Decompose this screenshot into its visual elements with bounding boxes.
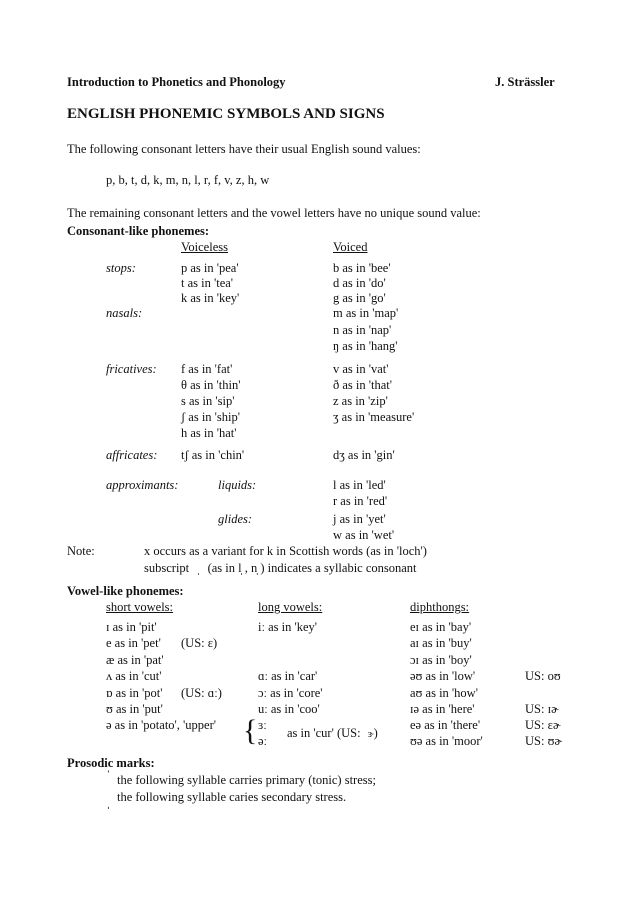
liquid-r: r as in 'red': [333, 494, 388, 508]
diph-here-us: US: ɪɚ: [525, 702, 559, 716]
diph-moor: ʊə as in 'moor': [410, 734, 483, 748]
consonants-heading: Consonant-like phonemes:: [67, 224, 210, 238]
intro-line-1: The following consonant letters have their usual English sound values:: [67, 142, 421, 156]
note-label: Note:: [67, 544, 95, 558]
col-diphthongs: diphthongs:: [410, 600, 470, 614]
fric-eth: ð as in 'that': [333, 378, 393, 392]
fric-theta: θ as in 'thin': [181, 378, 241, 392]
long-vowel-brace: {: [243, 714, 258, 747]
long-vowel-car: ɑː as in 'car': [258, 669, 318, 683]
long-vowel-coo: uː as in 'coo': [258, 702, 320, 716]
fric-s: s as in 'sip': [181, 394, 235, 408]
intro-letters: p, b, t, d, k, m, n, l, r, f, v, z, h, w: [106, 173, 270, 187]
glide-w: w as in 'wet': [333, 528, 395, 542]
long-vowel-cur-us-symbol: ɝ: [367, 729, 374, 740]
note-subscript-mark: ˌ: [196, 561, 201, 575]
nasal-ng: ŋ as in 'hang': [333, 339, 398, 353]
intro-line-2: The remaining consonant letters and the vowel letters have no unique sound value:: [67, 206, 481, 220]
col-voiced: Voiced: [333, 240, 368, 254]
approximants-label: approximants:: [106, 478, 179, 492]
header-course: Introduction to Phonetics and Phonology: [67, 75, 286, 89]
short-vowel-pat: æ as in 'pat': [106, 653, 164, 667]
fricatives-label: fricatives:: [106, 362, 157, 376]
stops-label: stops:: [106, 261, 136, 275]
affricates-label: affricates:: [106, 448, 158, 462]
stop-d: d as in 'do': [333, 276, 386, 290]
header-author: J. Strässler: [495, 75, 555, 89]
col-voiceless: Voiceless: [181, 240, 228, 254]
fric-esh: ʃ as in 'ship': [181, 410, 241, 424]
page-title: ENGLISH PHONEMIC SYMBOLS AND SIGNS: [67, 106, 385, 122]
short-vowel-pit: ɪ as in 'pit': [106, 620, 157, 634]
affricate-ch: tʃ as in 'chin': [181, 448, 245, 462]
glide-j: j as in 'yet': [333, 512, 386, 526]
diph-low-us: US: oʊ: [525, 669, 561, 683]
diph-moor-us: US: ʊɚ: [525, 734, 563, 748]
note-subscript-rest: (as in l̩ , n̩ ) indicates a syllabic consonant: [207, 561, 417, 575]
prosodic-heading: Prosodic marks:: [67, 756, 155, 770]
nasals-label: nasals:: [106, 306, 143, 320]
diph-boy: ɔɪ as in 'boy': [410, 653, 472, 667]
fric-f: f as in 'fat': [181, 362, 233, 376]
short-vowel-cut: ʌ as in 'cut': [106, 669, 162, 683]
stop-t: t as in 'tea': [181, 276, 234, 290]
stop-p: p as in 'pea': [181, 261, 239, 275]
secondary-stress-text: the following syllable caries secondary stress.: [117, 790, 347, 804]
col-short-vowels: short vowels:: [106, 600, 174, 614]
short-vowel-pot: ɒ as in 'pot': [106, 686, 163, 700]
short-vowel-schwa: ə as in 'potato', 'upper': [106, 718, 217, 732]
short-vowel-pet: e as in 'pet': [106, 636, 161, 650]
fric-z: z as in 'zip': [333, 394, 388, 408]
fric-h: h as in 'hat': [181, 426, 237, 440]
short-vowel-pet-us: (US: ɛ): [181, 636, 218, 650]
affricate-j: dʒ as in 'gin': [333, 448, 395, 462]
secondary-stress-mark: ˌ: [106, 795, 111, 810]
stop-k: k as in 'key': [181, 291, 240, 305]
glides-label: glides:: [218, 512, 253, 526]
note-subscript-word: subscript: [144, 561, 190, 575]
diph-how: aʊ as in 'how': [410, 686, 478, 700]
diph-there-us: US: ɛɚ: [525, 718, 561, 732]
short-vowel-pot-us: (US: ɑː): [181, 686, 222, 700]
primary-stress-text: the following syllable carries primary (tonic) stress;: [117, 773, 376, 787]
liquids-label: liquids:: [218, 478, 257, 492]
fric-ezh: ʒ as in 'measure': [333, 410, 415, 424]
col-long-vowels: long vowels:: [258, 600, 323, 614]
stop-b: b as in 'bee': [333, 261, 391, 275]
long-vowel-cur-text: [287, 726, 378, 742]
long-vowel-cur-label: as in 'cur' (US:: [287, 726, 361, 740]
diph-bay: eɪ as in 'bay': [410, 620, 472, 634]
long-vowel-core: ɔː as in 'core': [258, 686, 323, 700]
note-line-2: [144, 561, 417, 576]
primary-stress-mark: ˈ: [106, 769, 111, 784]
liquid-l: l as in 'led': [333, 478, 386, 492]
nasal-n: n as in 'nap': [333, 323, 392, 337]
fric-v: v as in 'vat': [333, 362, 389, 376]
diph-buy: aɪ as in 'buy': [410, 636, 472, 650]
diph-there: eə as in 'there': [410, 718, 481, 732]
short-vowel-put: ʊ as in 'put': [106, 702, 163, 716]
nasal-m: m as in 'map': [333, 306, 399, 320]
diph-here: ɪə as in 'here': [410, 702, 475, 716]
stop-g: g as in 'go': [333, 291, 386, 305]
diph-low: əʊ as in 'low': [410, 669, 476, 683]
long-vowel-cur-bottom: əː: [258, 734, 268, 748]
note-line-1: x occurs as a variant for k in Scottish words (as in 'loch'): [144, 544, 427, 558]
long-vowel-key: iː as in 'key': [258, 620, 318, 634]
vowels-heading: Vowel-like phonemes:: [67, 584, 184, 598]
long-vowel-cur-close: ): [373, 726, 378, 740]
long-vowel-cur-top: ɜː: [258, 718, 267, 732]
